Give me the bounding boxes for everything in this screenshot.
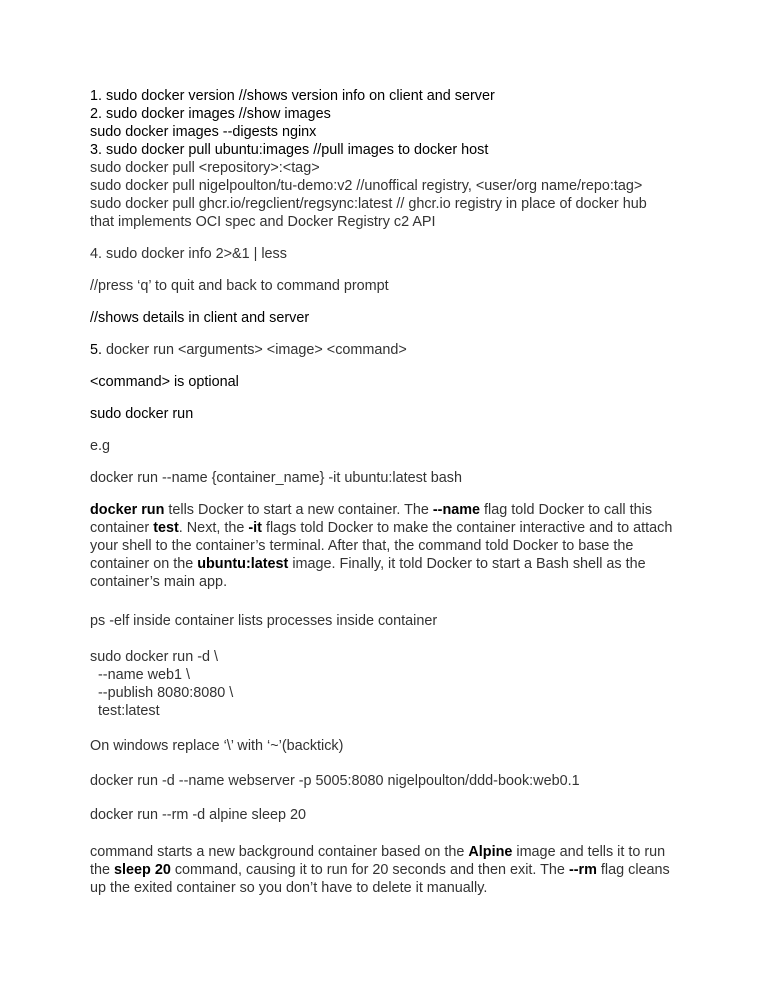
bold-term: ubuntu:latest (197, 556, 289, 572)
code-line: --publish 8080:8080 \ (90, 685, 234, 701)
text-fragment: docker run <arguments> <image> <command> (102, 342, 407, 358)
bold-term: test (153, 520, 179, 536)
bold-term: docker run (90, 502, 165, 518)
code-line: sudo docker run -d \ (90, 649, 218, 665)
text-line: sudo docker images --digests nginx (90, 124, 317, 140)
text-line: docker run --rm -d alpine sleep 20 (90, 807, 306, 823)
code-line: --name web1 \ (90, 667, 190, 683)
run-explanation-paragraph (90, 501, 685, 591)
code-line: test:latest (90, 703, 160, 719)
text-line: e.g (90, 438, 111, 454)
text-line: docker run -d --name webserver -p 5005:8080 nigelpoulton/ddd-book:web0.1 (90, 773, 580, 789)
rm-explanation-paragraph (90, 843, 685, 897)
text-line: 3. sudo docker pull ubuntu:images //pull images to docker host (90, 142, 489, 158)
text-fragment: command, causing it to run for 20 seconds and then exit. The (170, 862, 569, 878)
text-line: sudo docker pull nigelpoulton/tu-demo:v2 //unoffical registry, <user/org name/repo:tag> (90, 178, 643, 194)
text-line (90, 341, 407, 359)
bold-term: --rm (568, 862, 597, 878)
text-fragment: flags told Docker to make the container interactive and to attach your shell to the container’s terminal. After that, the command told Docker to base the container on the (90, 520, 673, 572)
text-line: //press ‘q’ to quit and back to command prompt (90, 278, 389, 294)
text-line: sudo docker run (90, 406, 194, 422)
text-line: docker run --name {container_name} -it ubuntu:latest bash (90, 470, 462, 486)
text-line: On windows replace ‘\’ with ‘~’(backtick) (90, 738, 344, 754)
text-fragment: image. Finally, it told Docker to start a Bash shell as the container’s main app. (90, 556, 646, 590)
text-fragment: command starts a new background container based on the (90, 844, 469, 860)
text-line: ps -elf inside container lists processes inside container (90, 613, 438, 629)
text-fragment: flag told Docker to call this container (90, 502, 653, 536)
bold-term: --name (432, 502, 481, 518)
bold-term: Alpine (468, 844, 513, 860)
bold-term: sleep 20 (114, 862, 171, 878)
text-line: 2. sudo docker images //show images (90, 106, 331, 122)
text-fragment: flag cleans up the exited container so you don’t have to delete it manually. (90, 862, 670, 896)
text-fragment: tells Docker to start a new container. The (164, 502, 433, 518)
text-line: 4. sudo docker info 2>&1 | less (90, 246, 287, 262)
text-line: sudo docker pull <repository>:<tag> (90, 160, 320, 176)
text-fragment: image and tells it to run the (90, 844, 666, 878)
text-line: //shows details in client and server (90, 310, 310, 326)
text-line: 1. sudo docker version //shows version info on client and server (90, 88, 495, 104)
text-line: sudo docker pull ghcr.io/regclient/regsync:latest // ghcr.io registry in place of docker hub (90, 196, 647, 212)
text-line: <command> is optional (90, 374, 239, 390)
text-fragment: . Next, the (178, 520, 249, 536)
list-number: 5. (90, 342, 103, 358)
text-line: that implements OCI spec and Docker Registry c2 API (90, 214, 436, 230)
bold-term: -it (248, 520, 262, 536)
